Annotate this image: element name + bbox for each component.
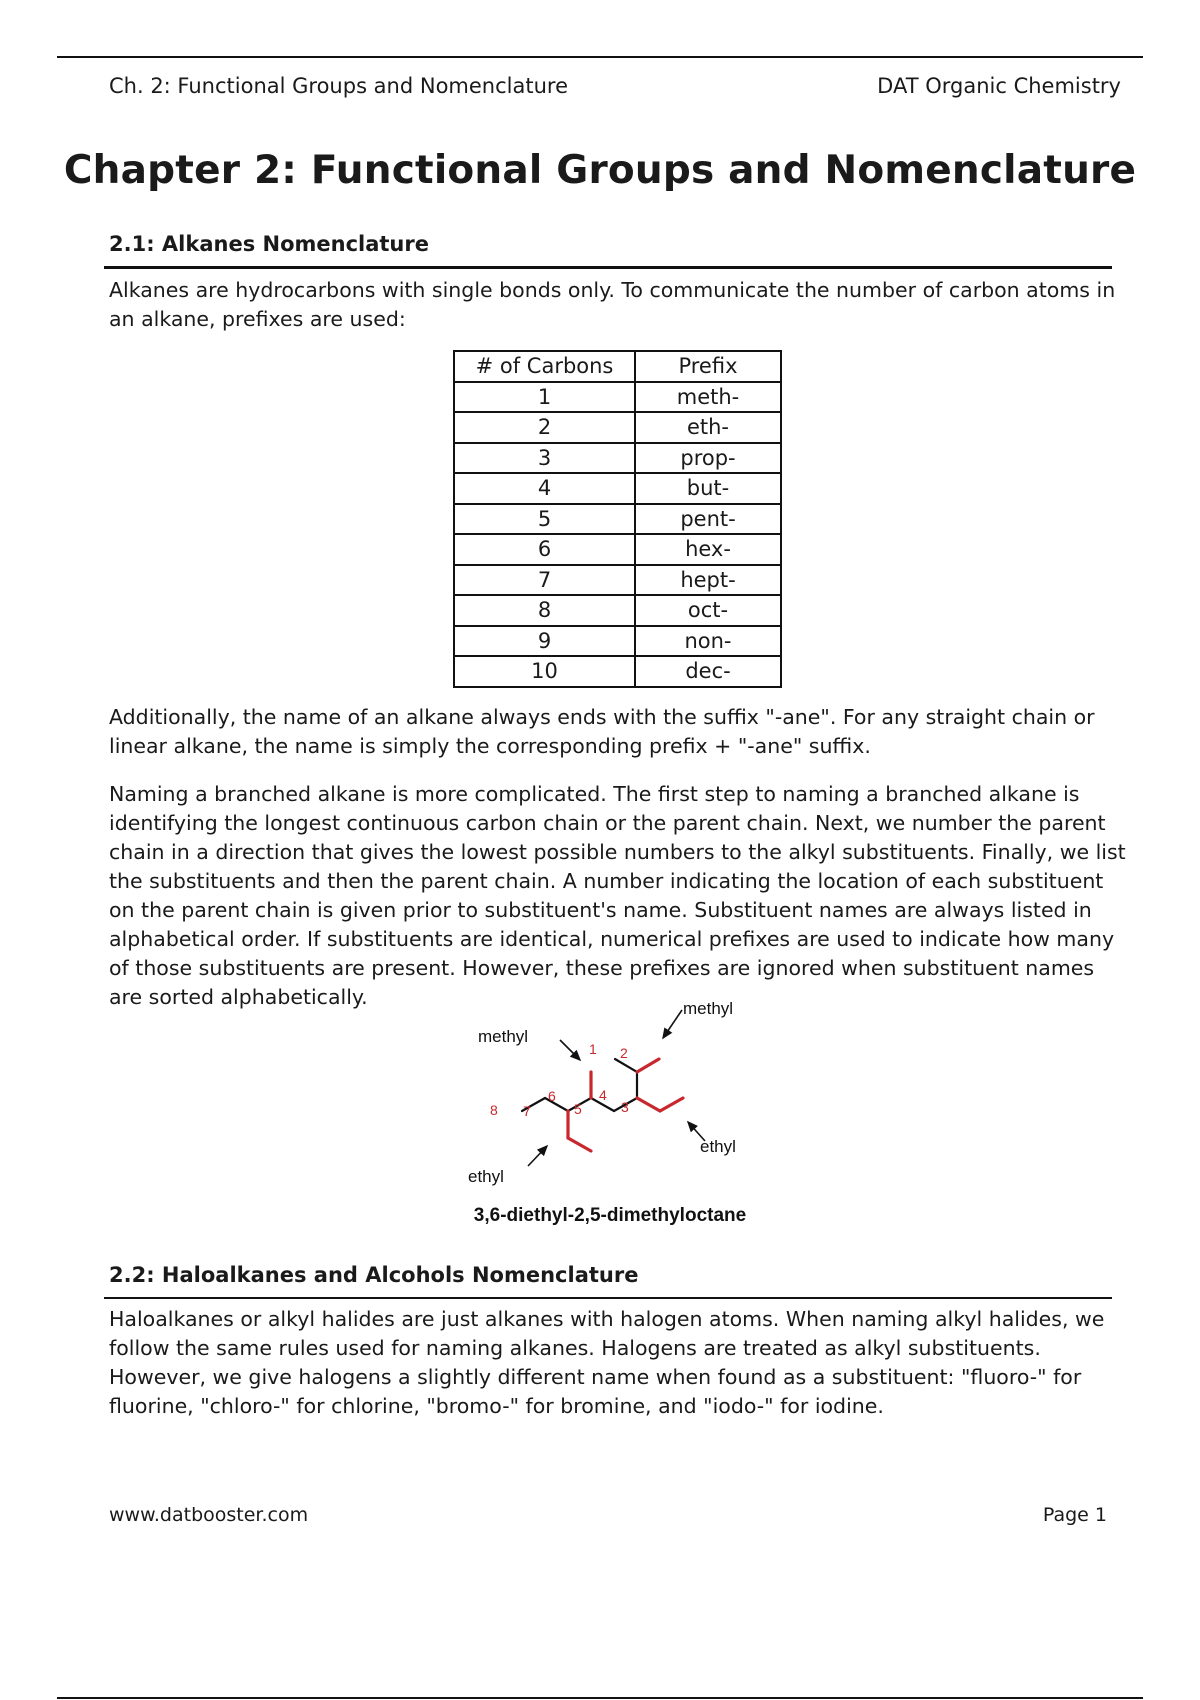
top-rule	[57, 56, 1143, 58]
table-cell: 8	[454, 595, 635, 626]
atom-number-1: 1	[589, 1041, 597, 1057]
arrow-methyl-left	[560, 1040, 580, 1060]
section-rule	[104, 266, 1112, 269]
table-cell: 7	[454, 565, 635, 596]
section-rule	[104, 1297, 1112, 1299]
arrow-methyl-top	[663, 1010, 682, 1038]
atom-number-8: 8	[490, 1102, 498, 1118]
footer-website: www.datbooster.com	[109, 1504, 309, 1526]
ethyl-bond-c6-b	[568, 1138, 591, 1151]
table-cell: prop-	[635, 443, 781, 474]
atom-number-4: 4	[599, 1087, 607, 1103]
table-cell: non-	[635, 626, 781, 657]
table-row	[454, 443, 781, 474]
atom-number-7: 7	[523, 1103, 531, 1119]
skeletal-structure-figure	[460, 996, 760, 1228]
table-cell: hept-	[635, 565, 781, 596]
table-cell: pent-	[635, 504, 781, 535]
atom-number-6: 6	[548, 1088, 556, 1104]
table-cell: hex-	[635, 534, 781, 565]
arrow-ethyl-left	[528, 1146, 547, 1166]
table-row	[454, 473, 781, 504]
column-header-prefix: Prefix	[635, 351, 781, 382]
table-cell: 2	[454, 412, 635, 443]
table-cell: eth-	[635, 412, 781, 443]
haloalkanes-paragraph: Haloalkanes or alkyl halides are just alkanes with halogen atoms. When naming alkyl halides, we follow the same rules used for naming alkanes. Halogens are treated as alkyl substituents. However, we give halogens a slightly different name when found as a substituent: "fluoro-" for fluorine, "chloro-" for chlorine, "bromo-" for bromine, and "iodo-" for iodine.	[109, 1307, 1105, 1418]
bottom-rule	[57, 1697, 1143, 1699]
table-row	[454, 412, 781, 443]
methyl-bond-c2	[637, 1059, 659, 1072]
table-cell: 5	[454, 504, 635, 535]
table-row	[454, 504, 781, 535]
label-methyl-left: methyl	[478, 1027, 529, 1046]
ethyl-bond-c3-a	[637, 1098, 660, 1111]
table-row	[454, 626, 781, 657]
table-header-row	[454, 351, 781, 382]
table-cell: 4	[454, 473, 635, 504]
table-row	[454, 565, 781, 596]
alkanes-intro-paragraph: Alkanes are hydrocarbons with single bonds only. To communicate the number of carbon atoms in an alkane, prefixes are used:	[109, 278, 1116, 331]
table-row	[454, 595, 781, 626]
footer-page-number: Page 1	[1042, 1504, 1107, 1526]
label-ethyl-right: ethyl	[700, 1137, 736, 1156]
label-methyl-top: methyl	[683, 999, 734, 1018]
table-cell: 10	[454, 656, 635, 687]
branched-alkane-paragraph: Naming a branched alkane is more complicated. The first step to naming a branched alkane is identifying the longest continuous carbon chain or the parent chain. Next, we number the parent chain in a direction that gives the lowest possible numbers to the alkyl substituents. Finally, we list the substituents and then the parent chain. A number indicating the location of each substituent on the parent chain is given prior to substituent's name. Substituent names are always listed in alphabetical order. If substituents are identical, numerical prefixes are used to indicate how many of those substituents are present. However, these prefixes are ignored when substituent names are sorted alphabetically.	[109, 782, 1126, 1009]
table-cell: oct-	[635, 595, 781, 626]
running-header-chapter: Ch. 2: Functional Groups and Nomenclature	[109, 74, 568, 98]
ethyl-bond-c3-b	[660, 1098, 683, 1111]
section-heading-alkanes: 2.1: Alkanes Nomenclature	[109, 232, 429, 256]
column-header-carbons: # of Carbons	[454, 351, 635, 382]
atom-number-3: 3	[621, 1099, 629, 1115]
chapter-title: Chapter 2: Functional Groups and Nomenclature	[63, 148, 1137, 193]
table-cell: but-	[635, 473, 781, 504]
table-cell: 3	[454, 443, 635, 474]
table-cell: dec-	[635, 656, 781, 687]
label-ethyl-left: ethyl	[468, 1167, 504, 1186]
section-heading-haloalkanes: 2.2: Haloalkanes and Alcohols Nomenclature	[109, 1263, 639, 1287]
table-row	[454, 382, 781, 413]
figure-caption: 3,6-diethyl-2,5-dimethyloctane	[473, 1205, 747, 1226]
atom-number-2: 2	[620, 1045, 628, 1061]
atom-number-5: 5	[574, 1101, 582, 1117]
table-cell: meth-	[635, 382, 781, 413]
table-cell: 1	[454, 382, 635, 413]
table-row	[454, 534, 781, 565]
carbon-prefix-table	[453, 350, 782, 688]
suffix-paragraph: Additionally, the name of an alkane always ends with the suffix "-ane". For any straight chain or linear alkane, the name is simply the corresponding prefix + "-ane" suffix.	[109, 705, 1095, 758]
table-cell: 6	[454, 534, 635, 565]
table-cell: 9	[454, 626, 635, 657]
table-row	[454, 656, 781, 687]
running-header-course: DAT Organic Chemistry	[877, 74, 1121, 98]
